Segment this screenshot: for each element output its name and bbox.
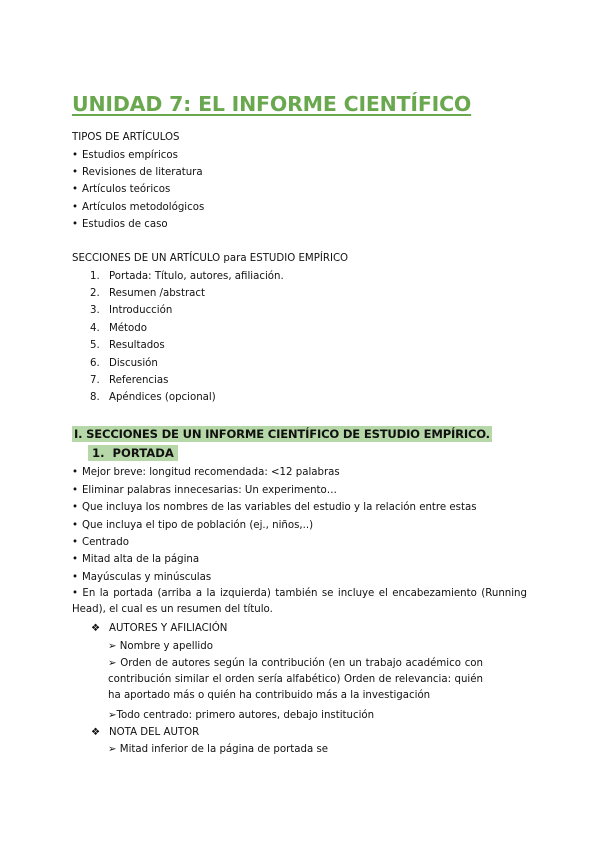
arrow-bullet-icon: ➢ xyxy=(108,658,121,669)
list-item: • Que incluya los nombres de las variables del estudio y la relación entre estas xyxy=(72,502,477,513)
list-item: • Mayúsculas y minúsculas xyxy=(72,572,212,583)
numbered-item: 6. Discusión xyxy=(90,358,158,369)
list-item: ➢ Orden de autores según la contribución (en un trabajo académico con contribución similar el orden sería alfabético) Orden de relevancia: quién ha aportado más o quién ha contribuido más a la investigación xyxy=(108,658,483,701)
numbered-item: 1. Portada: Título, autores, afiliación. xyxy=(90,271,284,282)
list-item: • Revisiones de literatura xyxy=(72,167,203,178)
list-item: • Estudios empíricos xyxy=(72,150,178,161)
numbered-item: 7. Referencias xyxy=(90,375,169,386)
list-item: • Centrado xyxy=(72,537,129,548)
list-item: • Artículos metodológicos xyxy=(72,202,205,213)
list-item: ➢ Nombre y apellido xyxy=(108,641,213,652)
page-title: UNIDAD 7: EL INFORME CIENTÍFICO xyxy=(72,92,472,116)
diamond-bullet-icon: ❖ xyxy=(91,727,101,738)
portada-note: • En la portada (arriba a la izquierda) también se incluye el encabezamiento (Running Head), el cual es un resumen del título. xyxy=(72,588,527,615)
list-item: • Eliminar palabras innecesarias: Un experimento… xyxy=(72,485,337,496)
arrow-bullet-icon: ➢ xyxy=(108,710,117,721)
numbered-item: 3. Introducción xyxy=(90,305,173,316)
diamond-bullet-icon: ❖ xyxy=(91,623,101,634)
section-heading: I. SECCIONES DE UN INFORME CIENTÍFICO DE ESTUDIO EMPÍRICO. xyxy=(74,427,490,441)
list-item: • Mitad alta de la página xyxy=(72,554,200,565)
list-item: ➢ Mitad inferior de la página de portada se xyxy=(108,744,329,755)
arrow-bullet-icon: ➢ xyxy=(108,641,120,652)
tipos-heading: TIPOS DE ARTÍCULOS xyxy=(72,132,180,143)
numbered-item: 8. Apéndices (opcional) xyxy=(90,392,216,403)
numbered-item: 2. Resumen /abstract xyxy=(90,288,206,299)
numbered-item: 4. Método xyxy=(90,323,147,334)
nota-heading: ❖ NOTA DEL AUTOR xyxy=(91,727,200,738)
list-item: ➢Todo centrado: primero autores, debajo institución xyxy=(108,710,375,721)
list-item: • Que incluya el tipo de población (ej., niños,..) xyxy=(72,520,314,531)
list-item: • Artículos teóricos xyxy=(72,184,171,195)
secciones-heading: SECCIONES DE UN ARTÍCULO para ESTUDIO EMPÍRICO xyxy=(72,253,349,264)
subsection-heading: 1. PORTADA xyxy=(88,445,178,461)
list-item: • Mejor breve: longitud recomendada: <12 palabras xyxy=(72,467,340,478)
list-item: • Estudios de caso xyxy=(72,219,168,230)
autores-heading: ❖ AUTORES Y AFILIACIÓN xyxy=(91,623,228,634)
numbered-item: 5. Resultados xyxy=(90,340,165,351)
arrow-bullet-icon: ➢ xyxy=(108,744,120,755)
